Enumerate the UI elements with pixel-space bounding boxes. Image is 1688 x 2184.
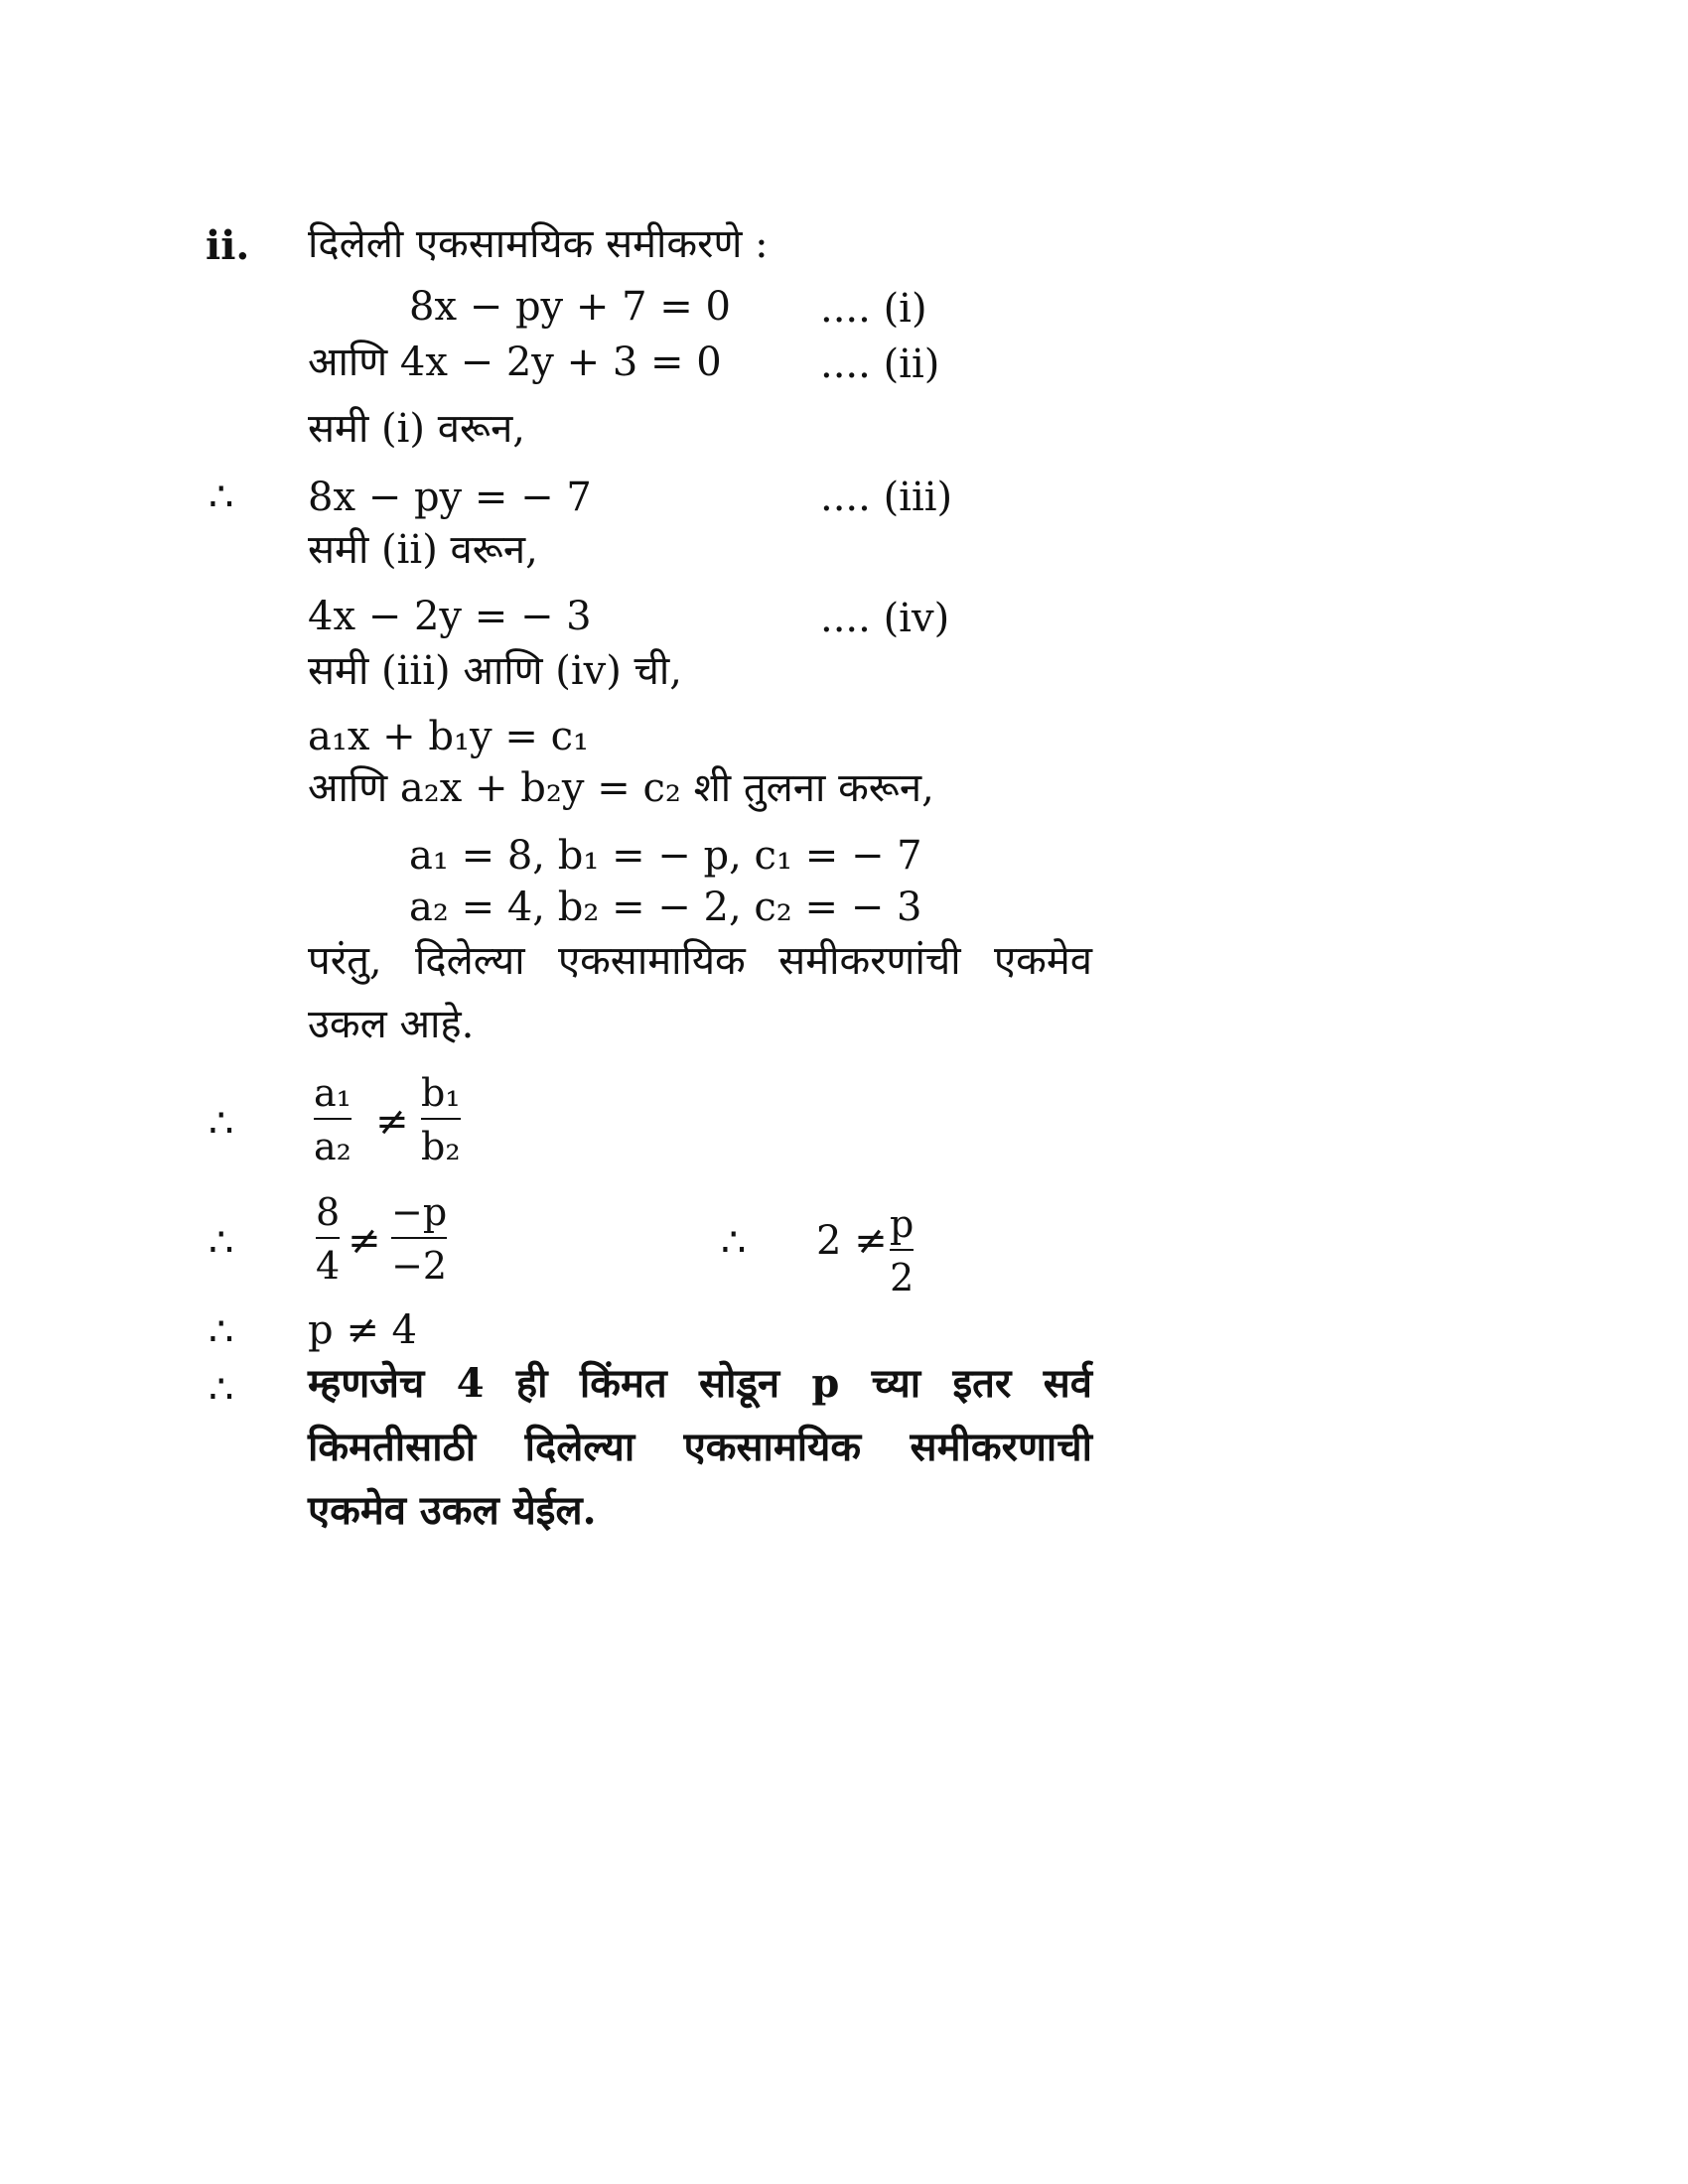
equation-4-tag: .... (iv) bbox=[820, 596, 950, 641]
equation-1: 8x − py + 7 = 0 bbox=[409, 284, 731, 330]
two-not-equal: 2 ≠ bbox=[816, 1218, 888, 1264]
heading: दिलेली एकसामयिक समीकरणे : bbox=[308, 221, 769, 267]
unique-line-1: परंतु, दिलेल्या एकसामायिक समीकरणांची एकमेव bbox=[308, 938, 1092, 984]
numerator: −p bbox=[391, 1190, 448, 1234]
therefore-symbol: ∴ bbox=[209, 475, 234, 520]
numerator: 8 bbox=[316, 1190, 341, 1234]
therefore-symbol: ∴ bbox=[209, 1367, 234, 1413]
denominator: 2 bbox=[890, 1256, 914, 1299]
equation-1-tag: .... (i) bbox=[820, 286, 927, 332]
equation-2: आणि 4x − 2y + 3 = 0 bbox=[308, 340, 722, 385]
equation-3: 8x − py = − 7 bbox=[308, 475, 592, 520]
numerator: a₁ bbox=[314, 1071, 352, 1115]
not-equal-symbol: ≠ bbox=[375, 1099, 409, 1145]
denominator: 4 bbox=[316, 1244, 341, 1288]
denominator: b₂ bbox=[421, 1125, 461, 1168]
numerator: b₁ bbox=[421, 1071, 461, 1115]
not-equal-symbol: ≠ bbox=[348, 1218, 381, 1264]
therefore-symbol: ∴ bbox=[209, 1220, 234, 1266]
fraction-bar bbox=[391, 1237, 447, 1239]
therefore-symbol: ∴ bbox=[209, 1309, 234, 1355]
fraction-bar bbox=[421, 1118, 461, 1120]
general-equation-1: a₁x + b₁y = c₁ bbox=[308, 714, 590, 759]
therefore-symbol: ∴ bbox=[209, 1101, 234, 1147]
conclusion-line-1: म्हणजेच 4 ही किंमत सोडून p च्या इतर सर्व bbox=[308, 1360, 1092, 1407]
fraction-p-2 bbox=[890, 1201, 914, 1300]
fraction-b1-b2 bbox=[421, 1070, 461, 1169]
from-eq2: समी (ii) वरून, bbox=[308, 527, 538, 573]
compare-intro: समी (iii) आणि (iv) ची, bbox=[308, 648, 683, 694]
equation-4: 4x − 2y = − 3 bbox=[308, 594, 592, 639]
coefficients-1: a₁ = 8, b₁ = − p, c₁ = − 7 bbox=[409, 833, 922, 879]
from-eq1: समी (i) वरून, bbox=[308, 406, 525, 452]
therefore-symbol: ∴ bbox=[721, 1220, 747, 1266]
fraction-bar bbox=[314, 1118, 352, 1120]
conclusion-line-2: किमतीसाठी दिलेल्या एकसामयिक समीकरणाची bbox=[308, 1424, 1092, 1470]
coefficients-2: a₂ = 4, b₂ = − 2, c₂ = − 3 bbox=[409, 885, 922, 930]
denominator: −2 bbox=[391, 1244, 448, 1288]
fraction-bar bbox=[316, 1237, 340, 1239]
equation-3-tag: .... (iii) bbox=[820, 475, 953, 520]
fraction-8-4 bbox=[316, 1189, 340, 1289]
conclusion-line-3: एकमेव उकल येईल. bbox=[308, 1487, 597, 1534]
general-equation-2: आणि a₂x + b₂y = c₂ शी तुलना करून, bbox=[308, 765, 934, 811]
fraction-a1-a2 bbox=[314, 1070, 352, 1169]
denominator: a₂ bbox=[314, 1125, 352, 1168]
result: p ≠ 4 bbox=[308, 1307, 417, 1353]
unique-line-2: उकल आहे. bbox=[308, 1002, 475, 1047]
numerator: p bbox=[890, 1202, 914, 1246]
equation-2-tag: .... (ii) bbox=[820, 341, 940, 387]
part-label: ii. bbox=[206, 222, 250, 269]
fraction-bar bbox=[890, 1249, 914, 1251]
fraction-negp-neg2 bbox=[391, 1189, 447, 1289]
